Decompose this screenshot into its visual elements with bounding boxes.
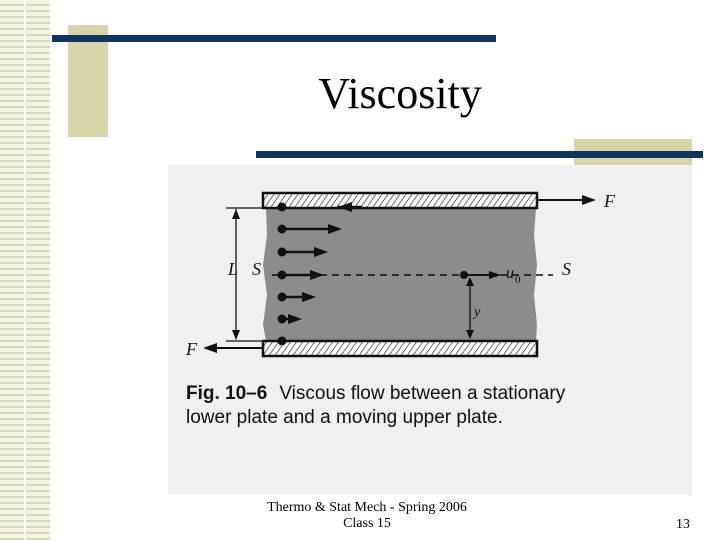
label-u: u: [506, 265, 514, 282]
slide-title: Viscosity: [318, 69, 482, 118]
footer-course: Thermo & Stat Mech - Spring 2006: [267, 500, 467, 515]
label-l: L: [228, 259, 239, 279]
figure-caption-text1: Viscous flow between a stationary: [279, 383, 566, 404]
label-force-bottom: F: [186, 339, 197, 359]
slide-number: 13: [676, 517, 690, 532]
label-s-right: S: [562, 259, 571, 279]
label-u-subscript: 0: [515, 274, 521, 286]
viscous-flow-figure: [168, 165, 692, 495]
label-y: y: [474, 305, 481, 320]
footer-class: Class 15: [343, 516, 391, 531]
figure-caption-line2: lower plate and a moving upper plate.: [186, 407, 503, 428]
upper-plate: [263, 193, 537, 208]
lower-plate: [263, 341, 537, 356]
slide-footer: [237, 500, 497, 532]
decorative-rule-mid: [256, 151, 703, 158]
decorative-rule-top: [52, 35, 496, 42]
figure-caption-number: Fig. 10–6: [186, 383, 268, 404]
figure-caption-line1: [186, 383, 566, 404]
left-striped-margin: [0, 0, 50, 540]
label-s-left: S: [252, 259, 261, 279]
label-force-top: F: [604, 191, 615, 211]
